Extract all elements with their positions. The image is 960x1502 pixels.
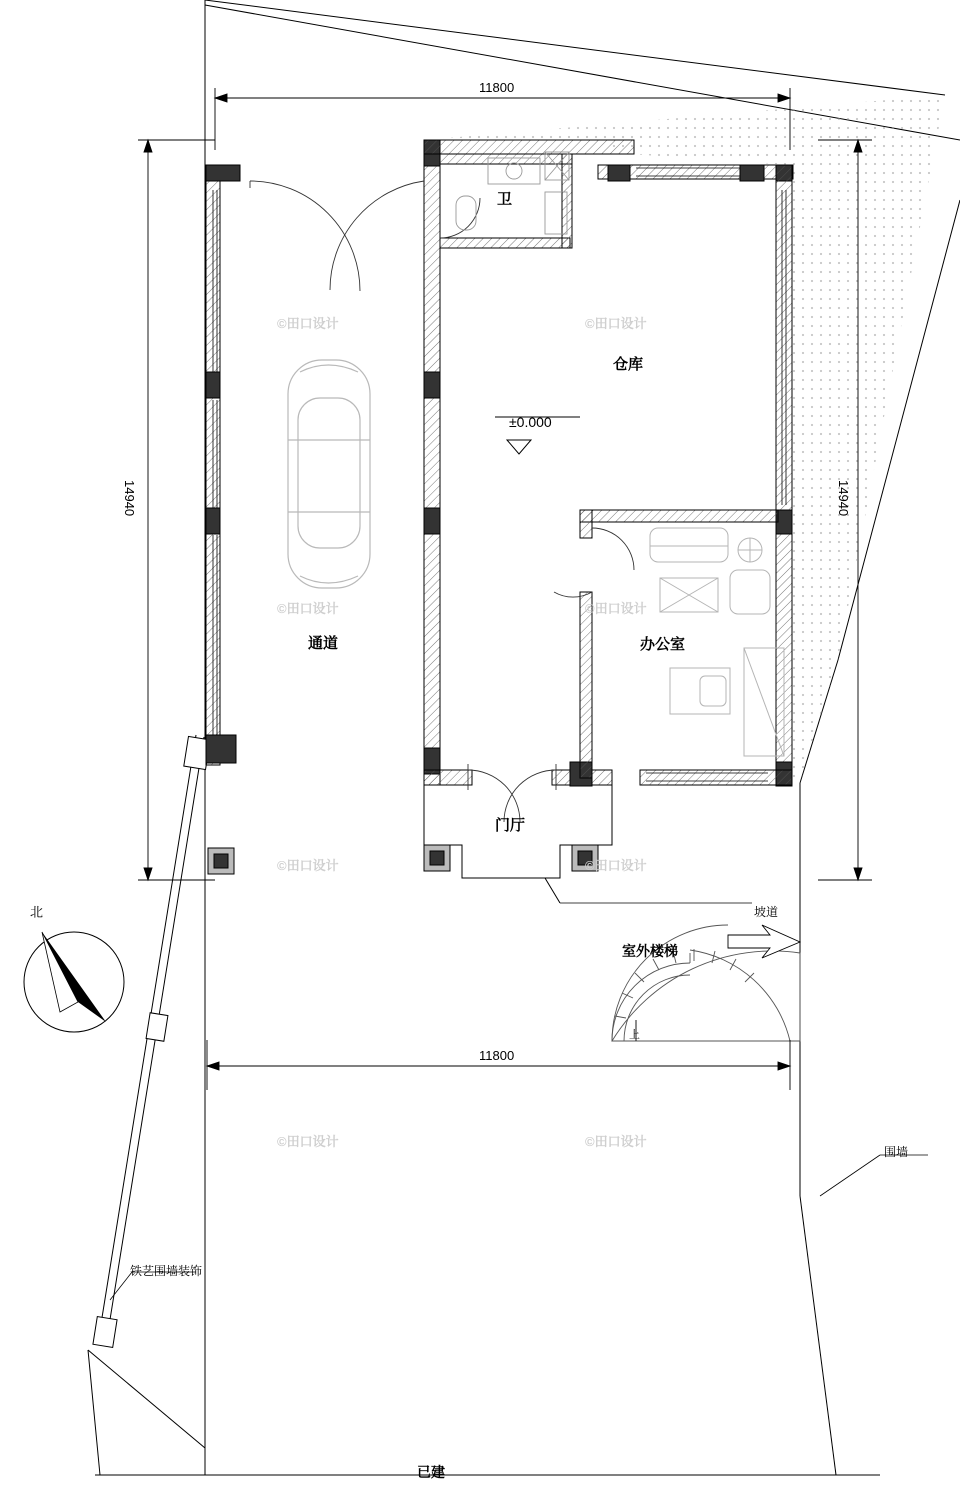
dim-right-height: 14940	[836, 480, 851, 517]
room-label-bathroom: 卫	[497, 191, 513, 208]
dim-left-height: 14940	[122, 480, 137, 517]
watermark: ©田口设计	[585, 1134, 647, 1149]
compass-rose	[24, 932, 124, 1032]
room-label-passage: 通道	[308, 635, 339, 652]
watermark: ©田口设计	[277, 1134, 339, 1149]
annotation-iron-fence-decor: 铁艺围墙装饰	[130, 1264, 203, 1278]
annotation-ramp: 坡道	[754, 905, 779, 919]
watermark: ©田口设计	[585, 601, 647, 616]
room-label-office: 办公室	[640, 636, 686, 653]
watermark: ©田口设计	[585, 316, 647, 331]
watermark: ©田口设计	[277, 858, 339, 873]
compass-north-label: 北	[28, 905, 43, 918]
watermark: ©田口设计	[277, 601, 339, 616]
annotation-outdoor-stair: 室外楼梯	[622, 943, 678, 959]
room-label-warehouse: 仓库	[613, 356, 644, 373]
level-marker: ±0.000	[509, 414, 552, 430]
annotation-stair-up: 上	[629, 1029, 640, 1041]
watermark: ©田口设计	[585, 858, 647, 873]
footer-note-built: 已建	[417, 1464, 445, 1480]
room-label-foyer: 门厅	[495, 817, 526, 834]
watermark: ©田口设计	[277, 316, 339, 331]
dim-bottom-width: 11800	[479, 1048, 515, 1063]
annotation-fence-wall: 围墙	[884, 1145, 909, 1159]
dim-top-width: 11800	[479, 80, 515, 95]
